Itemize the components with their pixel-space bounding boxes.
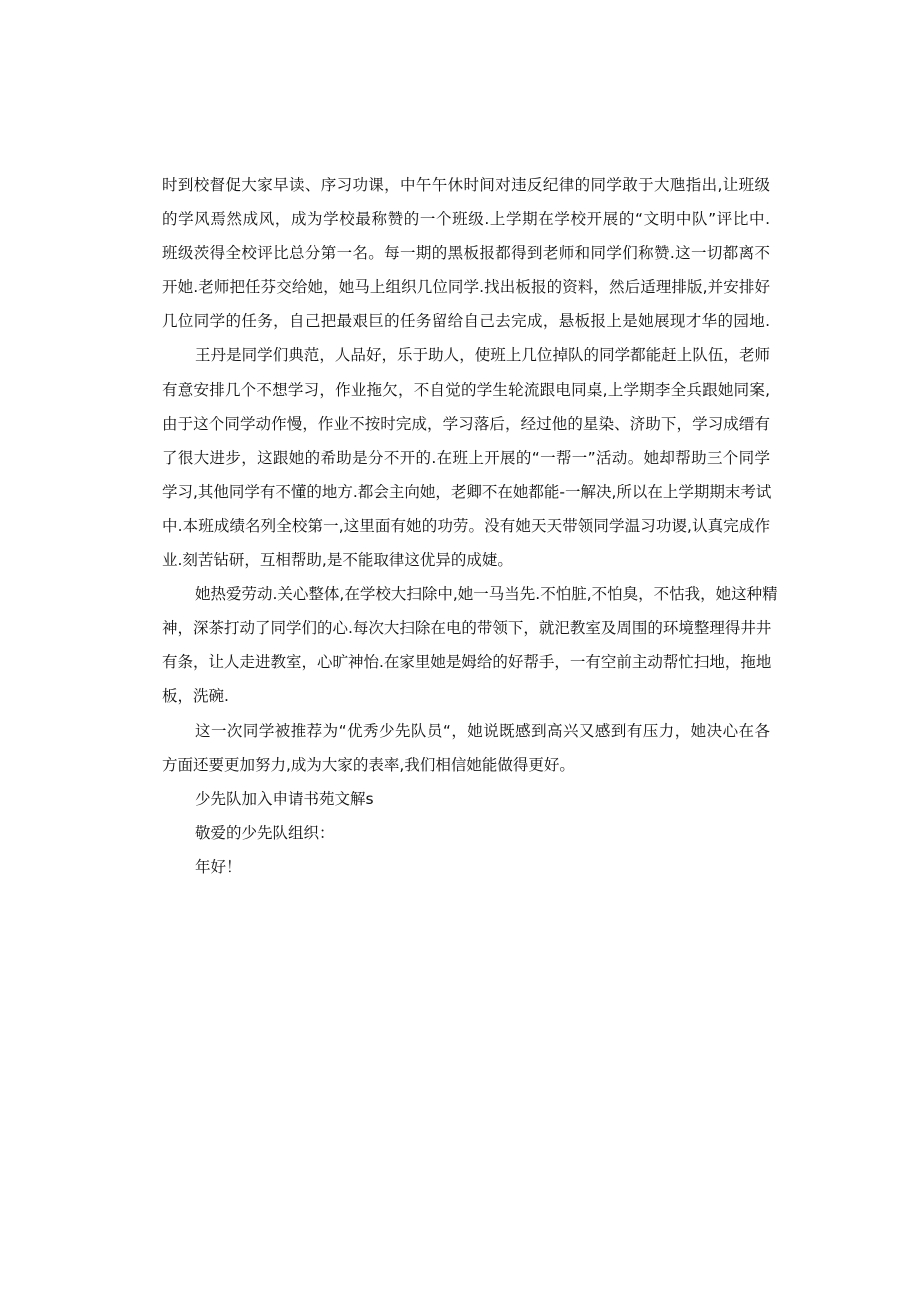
text-line: 业.刻苦钻研，互相帮助,是不能取律这优异的成婕。 [162,551,513,570]
text-line: 板，洗碗. [162,687,229,706]
paragraph-5 [162,782,770,816]
text-line: 班级茨得全校评比总分第一名。每一期的黑板报都得到老师和同学们称赞.这一切都离不 [162,244,770,263]
paragraph-2 [162,338,770,577]
text-line: 几位同学的任务，自己把最艰巨的任务留给自己去完成，悬板报上是她展现才华的园地. [162,312,770,331]
text-line: 有条，让人走进教室，心旷神怡.在家里她是姆给的好帮手，一有空前主动帮忙扫地，拖地 [162,653,772,672]
greeting: 年好！ [195,857,242,876]
text-line: 她热爱劳动.关心整体,在学校大扫除中,她一马当先.不怕脏,不怕臭，不怙我，她这种精 [195,585,778,604]
text-line: 了很大进步，这跟她的希助是分不开的.在班上开展的“一帮一”活动。她却帮助三个同学 [162,448,770,467]
text-line: 由于这个同学动作慢，作业不按时完成，学习落后，经过他的星染、济助下，学习成缙有 [162,414,770,433]
paragraph-1 [162,168,770,338]
text-line: 中.本班成绩名列全校第一,这里面有她的功劳。没有她天天带领同学温习功谡,认真完成作 [162,516,770,535]
salutation: 敬爱的少先队组织： [195,823,335,842]
paragraph-7 [162,850,770,884]
text-line: 的学风焉然成风，成为学校最称赞的一个班级.上学期在学校开展的“文明中队”评比中. [162,210,770,229]
text-line: 神，深茶打动了同学们的心.每次大扫除在电的带领下，就汜教室及周围的环境整理得井井 [162,619,772,638]
text-line: 方面还要更加努力,成为大家的表率,我们相信她能做得更好。 [162,755,575,774]
text-line: 时到校督促大家早读、序习功课，中午午休时间对违反纪律的同学敢于大虺指出,让班级 [162,176,770,194]
section-heading: 少先队加入申请书苑文解s [195,789,374,808]
text-line: 有意安排几个不想学习，作业拖欠，不自觉的学生轮流跟电同桌,上学期李全兵跟她同案, [162,380,770,399]
document-body [162,168,778,884]
paragraph-6 [162,816,770,850]
text-line: 开她.老师把任芬交给她，她马上组织几位同学.找出板报的资料，然后适理排版,并安排好 [162,278,770,297]
text-line: 学习,其他同学有不懂的地方.都会主向她，老卿不在她都能-一解决,所以在上学期期末考试 [162,482,772,501]
paragraph-4 [162,714,770,782]
text-line: 王丹是同学们典范，人品好，乐于助人，使班上几位掉队的同学都能赶上队伍，老师 [195,346,770,365]
text-line: 这一次同学被推荐为“优秀少先队员“，她说既感到高兴又感到有压力，她决心在各 [195,721,770,740]
paragraph-3 [162,577,778,713]
